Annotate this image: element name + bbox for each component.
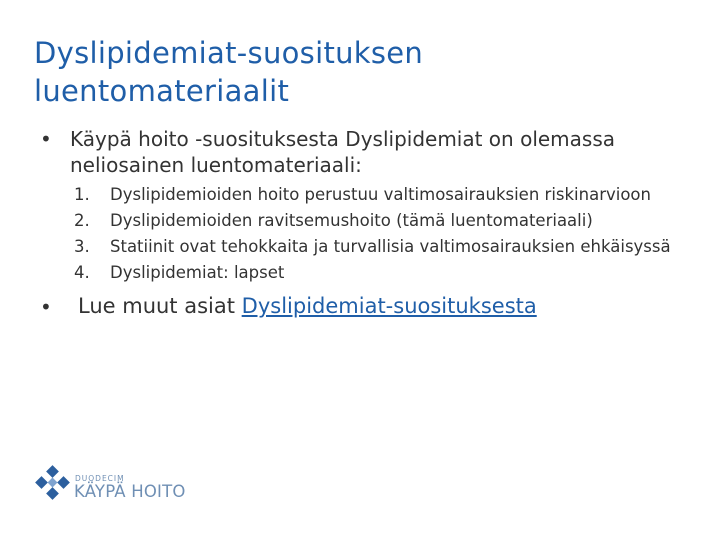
list-item-text: Statiinit ovat tehokkaita ja turvallisia valtimosairauksien ehkäisyssä [110, 237, 671, 256]
recommendation-link[interactable]: Dyslipidemiat-suosituksesta [241, 294, 537, 318]
bullet-intro [36, 126, 696, 178]
list-item [74, 262, 696, 284]
list-item-text: Dyslipidemiat: lapset [110, 263, 285, 282]
list-item-text: Dyslipidemioiden hoito perustuu valtimosairauksien riskinarvioon [110, 185, 651, 204]
list-item [74, 210, 696, 232]
list-item-text: Dyslipidemioiden ravitsemushoito (tämä luentomateriaali) [110, 211, 593, 230]
lecture-list [36, 184, 696, 284]
bullet-more [36, 292, 696, 320]
bullet-marker: • [40, 295, 52, 319]
logo-duodecim-text: DUODECIM [75, 474, 125, 483]
list-item [74, 236, 696, 258]
bullet-more-text: Lue muut asiat [78, 294, 242, 318]
bullet-intro-text: Käypä hoito -suosituksesta Dyslipidemiat on olemassa neliosainen luentomateriaali: [70, 127, 616, 177]
bullet-marker: • [40, 127, 52, 151]
list-item-number: 4. [74, 263, 90, 282]
list-item-number: 2. [74, 211, 90, 230]
logo-kaypa-hoito-text: KÄYPÄ HOITO [74, 482, 186, 501]
list-item-number: 1. [74, 185, 90, 204]
kaypa-hoito-logo [33, 465, 193, 513]
diamond-pattern-logo-icon [33, 465, 73, 505]
list-item [74, 184, 696, 206]
slide-content [36, 126, 696, 320]
list-item-number: 3. [74, 237, 90, 256]
slide-title: Dyslipidemiat-suosituksen luentomateriaalit [34, 36, 424, 108]
